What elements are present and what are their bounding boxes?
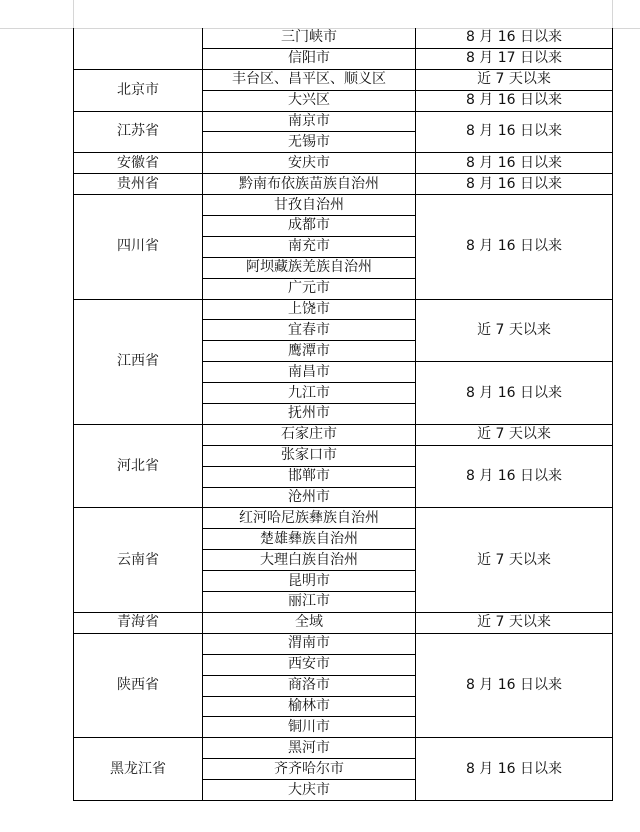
city-cell: 大理白族自治州 [203, 550, 416, 571]
province-cell: 云南省 [74, 508, 203, 612]
table-row [74, 28, 613, 48]
time-cell: 近 7 天以来 [416, 69, 613, 90]
city-cell: 齐齐哈尔市 [203, 759, 416, 780]
province-cell: 黑龙江省 [74, 738, 203, 801]
page-left-margin-line [73, 0, 74, 28]
city-cell: 张家口市 [203, 445, 416, 466]
risk-area-table [73, 28, 613, 801]
table-row [74, 612, 613, 633]
city-cell: 上饶市 [203, 299, 416, 320]
city-cell: 三门峡市 [203, 28, 416, 48]
time-cell: 8 月 16 日以来 [416, 90, 613, 111]
city-cell: 抚州市 [203, 404, 416, 425]
city-cell: 邯郸市 [203, 466, 416, 487]
province-cell: 青海省 [74, 612, 203, 633]
page-right-margin-line [612, 0, 613, 28]
city-cell: 九江市 [203, 383, 416, 404]
table-row [74, 153, 613, 174]
table-row [74, 111, 613, 132]
city-cell: 丰台区、昌平区、顺义区 [203, 69, 416, 90]
city-cell: 鹰潭市 [203, 341, 416, 362]
time-cell: 8 月 17 日以来 [416, 48, 613, 69]
city-cell: 榆林市 [203, 696, 416, 717]
city-cell: 成都市 [203, 216, 416, 237]
city-cell: 铜川市 [203, 717, 416, 738]
province-cell: 北京市 [74, 69, 203, 111]
time-cell: 8 月 16 日以来 [416, 362, 613, 425]
time-cell: 8 月 16 日以来 [416, 153, 613, 174]
city-cell: 阿坝藏族羌族自治州 [203, 257, 416, 278]
city-cell: 广元市 [203, 278, 416, 299]
city-cell: 黑河市 [203, 738, 416, 759]
table-row [74, 738, 613, 759]
time-cell: 8 月 16 日以来 [416, 174, 613, 195]
province-cell: 江苏省 [74, 111, 203, 153]
table-row [74, 633, 613, 654]
time-cell: 近 7 天以来 [416, 612, 613, 633]
city-cell: 甘孜自治州 [203, 195, 416, 216]
city-cell: 沧州市 [203, 487, 416, 508]
city-cell: 商洛市 [203, 675, 416, 696]
time-cell: 近 7 天以来 [416, 299, 613, 362]
city-cell: 丽江市 [203, 592, 416, 613]
time-cell: 8 月 16 日以来 [416, 445, 613, 508]
city-cell: 红河哈尼族彝族自治州 [203, 508, 416, 529]
city-cell: 南昌市 [203, 362, 416, 383]
city-cell: 大兴区 [203, 90, 416, 111]
table-row [74, 195, 613, 216]
table-row [74, 174, 613, 195]
table-row [74, 299, 613, 320]
time-cell: 近 7 天以来 [416, 508, 613, 612]
city-cell: 安庆市 [203, 153, 416, 174]
city-cell: 楚雄彝族自治州 [203, 529, 416, 550]
city-cell: 全域 [203, 612, 416, 633]
province-cell [74, 28, 203, 69]
time-cell: 8 月 16 日以来 [416, 195, 613, 299]
province-cell: 江西省 [74, 299, 203, 424]
table-row [74, 508, 613, 529]
time-cell: 近 7 天以来 [416, 424, 613, 445]
city-cell: 南京市 [203, 111, 416, 132]
table-row [74, 424, 613, 445]
city-cell: 昆明市 [203, 571, 416, 592]
time-cell: 8 月 16 日以来 [416, 28, 613, 48]
city-cell: 南充市 [203, 236, 416, 257]
city-cell: 西安市 [203, 654, 416, 675]
province-cell: 四川省 [74, 195, 203, 299]
city-cell: 无锡市 [203, 132, 416, 153]
city-cell: 信阳市 [203, 48, 416, 69]
province-cell: 河北省 [74, 424, 203, 508]
city-cell: 黔南布依族苗族自治州 [203, 174, 416, 195]
city-cell: 大庆市 [203, 780, 416, 801]
time-cell: 8 月 16 日以来 [416, 633, 613, 737]
province-cell: 陕西省 [74, 633, 203, 737]
time-cell: 8 月 16 日以来 [416, 111, 613, 153]
province-cell: 安徽省 [74, 153, 203, 174]
province-cell: 贵州省 [74, 174, 203, 195]
city-cell: 石家庄市 [203, 424, 416, 445]
city-cell: 渭南市 [203, 633, 416, 654]
time-cell: 8 月 16 日以来 [416, 738, 613, 801]
city-cell: 宜春市 [203, 320, 416, 341]
table-row [74, 69, 613, 90]
